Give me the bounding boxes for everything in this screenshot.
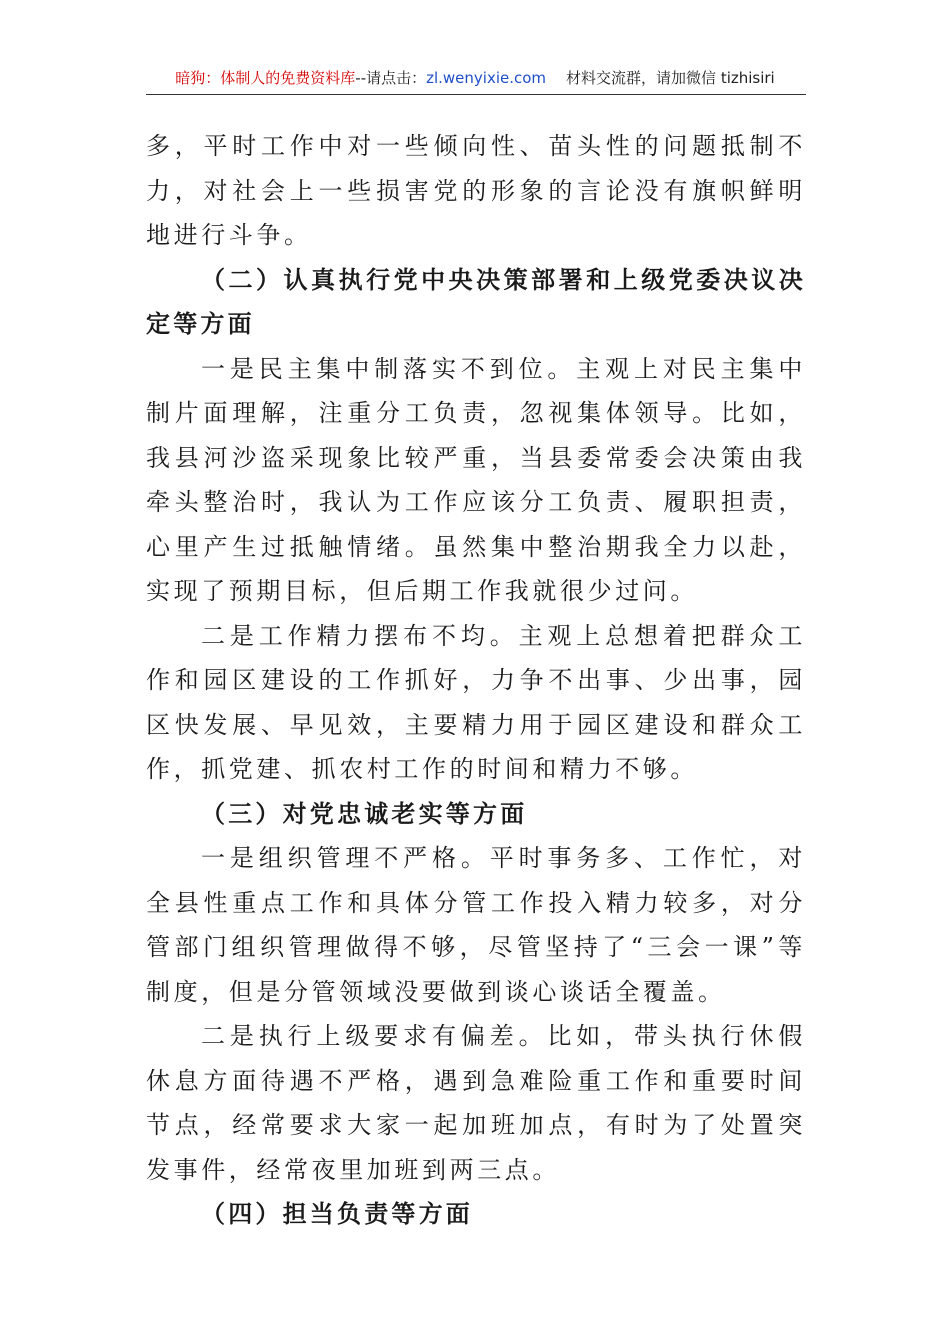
paragraph-democratic-centralism: 一是民主集中制落实不到位。主观上对民主集中制片面理解，注重分工负责，忽视集体领导。比如，我县河沙盗采现象比较严重，当县委常委会决策由我牵头整治时，我认为工作应该分工负责、履职担责，心里产生过抵触情绪。虽然集中整治期我全力以赴，实现了预期目标，但后期工作我就很少过问。 (146, 354, 806, 605)
header-divider (146, 94, 806, 95)
contact-info: 材料交流群，请加微信 tizhisiri (566, 69, 775, 87)
page-header (0, 66, 950, 90)
section-heading-4: （四）担当负责等方面 (201, 1199, 473, 1228)
paragraph-continued: 多，平时工作中对一些倾向性、苗头性的问题抵制不力，对社会上一些损害党的形象的言论没有旗帜鲜明地进行斗争。 (146, 132, 806, 249)
document-body (146, 124, 806, 1237)
link-prompt: --请点击： (355, 69, 427, 87)
paragraph-organization-management: 一是组织管理不严格。平时事务多、工作忙，对全县性重点工作和具体分管工作投入精力较多，对分管部门组织管理做得不够，尽管坚持了“三会一课”等制度，但是分管领域没要做到谈心谈话全覆盖。 (146, 844, 806, 1006)
section-heading-3: （三）对党忠诚老实等方面 (201, 798, 528, 828)
site-link[interactable]: zl.wenyixie.com (426, 69, 547, 87)
paragraph-execution-deviation: 二是执行上级要求有偏差。比如，带头执行休假休息方面待遇不严格，遇到急难险重工作和重要时间节点，经常要求大家一起加班加点，有时为了处置突发事件，经常夜里加班到两三点。 (146, 1022, 806, 1184)
paragraph-work-energy: 二是工作精力摆布不均。主观上总想着把群众工作和园区建设的工作抓好，力争不出事、少出事，园区快发展、早见效，主要精力用于园区建设和群众工作，抓党建、抓农村工作的时间和精力不够。 (146, 621, 806, 783)
section-heading-2: （二）认真执行党中央决策部署和上级党委决议决定等方面 (146, 264, 806, 338)
site-name: 暗狗：体制人的免费资料库 (175, 69, 356, 87)
